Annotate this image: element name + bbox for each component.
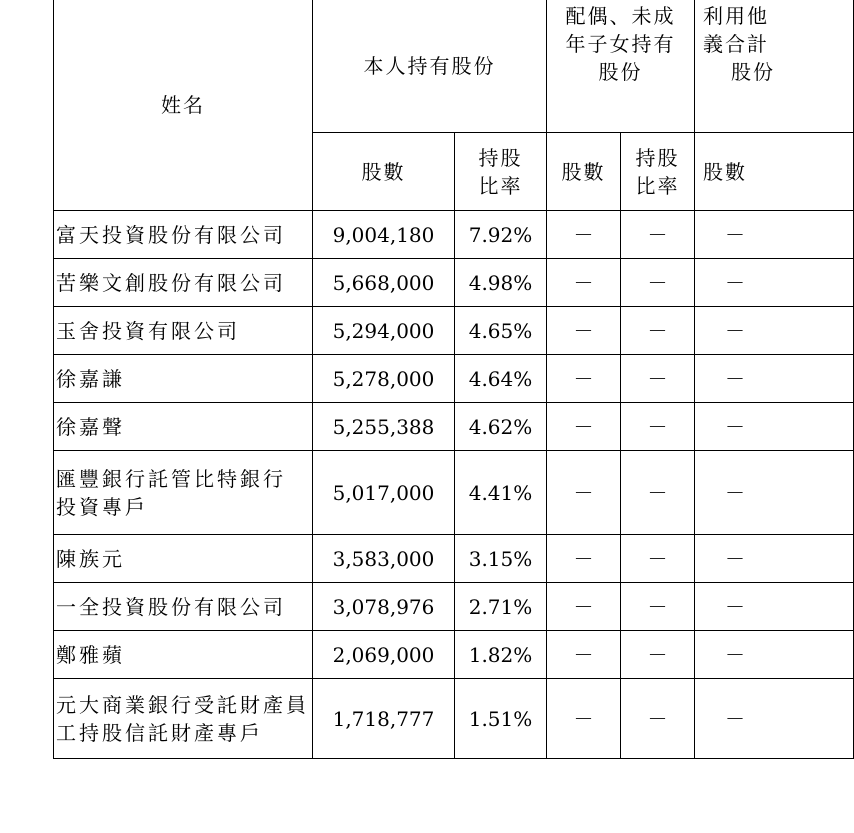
header-own-shares-count [313,133,455,211]
header-nominee-shares-count-label: 股數 [703,159,747,184]
header-spouse-line3: 股份 [598,60,643,84]
row-name-line1: 匯豐銀行託管比特銀行 [56,466,286,491]
row-name-line2: 工持股信託財產專戶 [56,720,263,745]
row-ratio: 4.65% [455,307,547,355]
row-name: 玉舍投資有限公司 [54,307,313,355]
row-ratio: 4.64% [455,355,547,403]
row-shares: 9,004,180 [313,211,455,259]
table-row [54,259,854,307]
row-spouse-shares: － [547,403,621,451]
row-spouse-ratio: － [621,451,695,535]
row-nominee-shares: － [695,403,854,451]
row-spouse-shares: － [547,307,621,355]
row-name-line1: 元大商業銀行受託財產員 [56,692,309,717]
table-row [54,631,854,679]
row-spouse-shares: － [547,451,621,535]
row-shares: 3,078,976 [313,583,455,631]
row-ratio: 7.92% [455,211,547,259]
table-row [54,679,854,759]
row-nominee-shares: － [695,259,854,307]
row-spouse-shares: － [547,355,621,403]
table-row [54,535,854,583]
row-spouse-ratio: － [621,307,695,355]
shareholder-table [53,0,854,759]
row-shares: 5,294,000 [313,307,455,355]
header-spouse-shares-count [547,133,621,211]
row-spouse-shares: － [547,259,621,307]
row-ratio: 4.41% [455,451,547,535]
header-nominee-shares-count [695,133,854,211]
row-shares: 3,583,000 [313,535,455,583]
table-row [54,583,854,631]
table-row [54,403,854,451]
row-name [54,451,313,535]
row-ratio: 1.82% [455,631,547,679]
row-ratio: 4.62% [455,403,547,451]
shareholder-table-container [53,0,813,759]
row-nominee-shares: － [695,211,854,259]
header-nominee-line2: 義合計 [703,32,769,56]
header-nominee-shares [695,0,854,133]
table-row [54,355,854,403]
row-ratio: 3.15% [455,535,547,583]
row-spouse-shares: － [547,583,621,631]
header-own-shares-label: 本人持有股份 [363,54,496,78]
row-ratio: 2.71% [455,583,547,631]
row-spouse-shares: － [547,631,621,679]
row-name: 鄭雅蘋 [54,631,313,679]
row-name: 苦樂文創股份有限公司 [54,259,313,307]
row-shares: 5,668,000 [313,259,455,307]
row-nominee-shares: － [695,583,854,631]
header-spouse-line1: 配偶、未成 [565,4,676,28]
header-name-label: 姓名 [161,93,205,117]
row-shares: 5,255,388 [313,403,455,451]
header-spouse-ratio [621,133,695,211]
row-spouse-ratio: － [621,403,695,451]
row-name-line2: 投資專戶 [56,494,148,519]
row-ratio: 4.98% [455,259,547,307]
row-nominee-shares: － [695,631,854,679]
row-ratio: 1.51% [455,679,547,759]
row-name: 一全投資股份有限公司 [54,583,313,631]
row-nominee-shares: － [695,355,854,403]
row-nominee-shares: － [695,307,854,355]
row-spouse-shares: － [547,211,621,259]
row-name: 徐嘉聲 [54,403,313,451]
header-own-ratio-line1: 持股 [478,145,523,170]
table-row [54,307,854,355]
row-nominee-shares: － [695,535,854,583]
row-spouse-shares: － [547,679,621,759]
header-spouse-shares [547,0,695,133]
row-spouse-shares: － [547,535,621,583]
row-name [54,679,313,759]
header-own-ratio [455,133,547,211]
row-spouse-ratio: － [621,211,695,259]
header-own-shares [313,0,547,133]
header-spouse-line2: 年子女持有 [565,32,676,56]
row-spouse-ratio: － [621,259,695,307]
row-nominee-shares: － [695,679,854,759]
table-row [54,211,854,259]
header-spouse-shares-count-label: 股數 [561,159,606,184]
row-spouse-ratio: － [621,583,695,631]
header-nominee-line3: 股份 [731,60,775,84]
row-shares: 1,718,777 [313,679,455,759]
row-spouse-ratio: － [621,679,695,759]
header-own-shares-count-label: 股數 [361,159,406,184]
row-name: 富天投資股份有限公司 [54,211,313,259]
header-own-ratio-line2: 比率 [478,173,523,198]
row-shares: 5,278,000 [313,355,455,403]
row-nominee-shares: － [695,451,854,535]
row-spouse-ratio: － [621,631,695,679]
row-spouse-ratio: － [621,535,695,583]
table-row [54,451,854,535]
header-spouse-ratio-line2: 比率 [635,173,680,198]
row-name: 徐嘉謙 [54,355,313,403]
header-name [54,0,313,211]
row-spouse-ratio: － [621,355,695,403]
row-shares: 5,017,000 [313,451,455,535]
header-nominee-line1: 利用他 [703,4,769,28]
header-spouse-ratio-line1: 持股 [635,145,680,170]
row-name: 陳族元 [54,535,313,583]
row-shares: 2,069,000 [313,631,455,679]
